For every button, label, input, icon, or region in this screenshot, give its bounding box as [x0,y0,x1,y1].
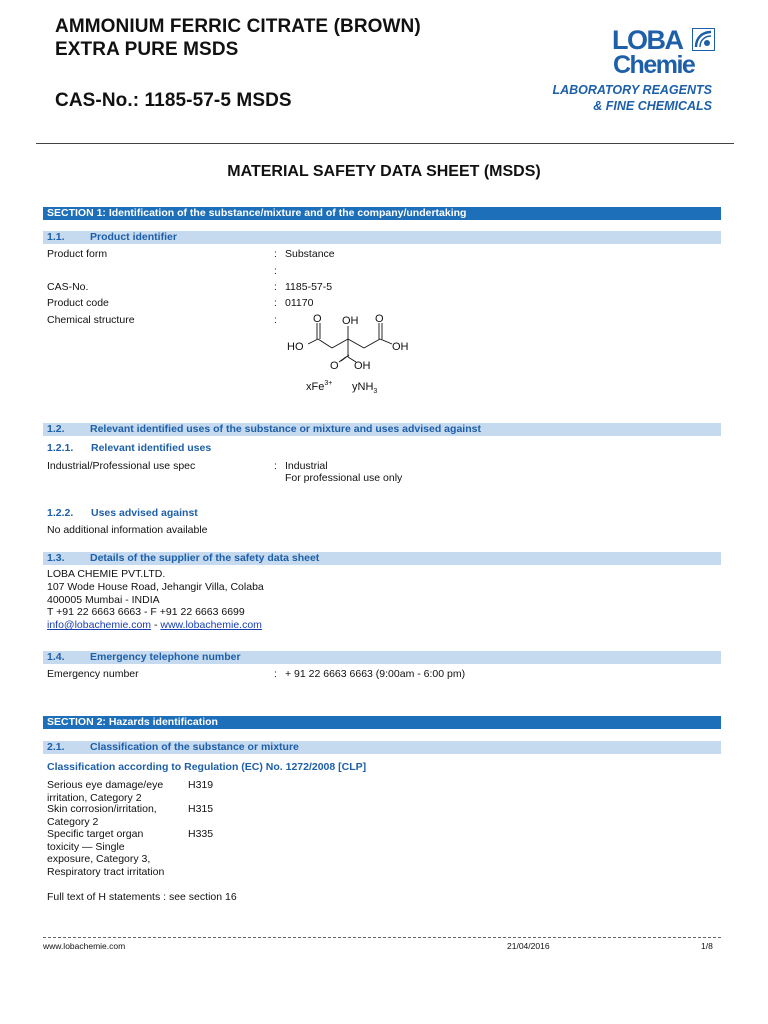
uses-advised-text: No additional information available [47,524,208,536]
footer-website: www.lobachemie.com [43,941,126,951]
chemical-structure [284,311,424,407]
atom-oh-bottom: OH [354,360,371,372]
field-label: Industrial/Professional use spec [47,460,196,472]
subsection-title: Details of the supplier of the safety data sheet [90,552,320,564]
subsection-1-1-header [43,231,721,244]
hazard-code: H335 [188,828,214,840]
colon: : [274,668,277,680]
loba-chemie-logo [612,26,716,82]
field-value: 1185-57-5 [285,281,333,293]
hazard-classification: Serious eye damage/eye irritation, Category 2 [47,779,164,804]
field-value: For professional use only [285,472,403,484]
logo-flask-icon [692,28,715,51]
colon: : [274,265,277,277]
subsection-2-1-header [43,741,721,754]
colon: : [274,297,277,309]
atom-o-right: O [375,313,384,325]
subsection-title: Uses advised against [91,507,198,519]
field-value: 01170 [285,297,314,309]
supplier-phone: T +91 22 6663 6663 - F +91 22 6663 6699 [47,606,245,618]
atom-oh-right: OH [392,341,409,353]
emergency-number-value: + 91 22 6663 6663 (9:00am - 6:00 pm) [285,668,466,680]
subsection-title: Relevant identified uses of the substance or mixture and uses advised against [90,423,481,435]
product-title-line1: AMMONIUM FERRIC CITRATE (BROWN) [55,16,421,37]
supplier-address-line2: 400005 Mumbai - INDIA [47,594,160,606]
subsection-number: 1.2. [47,423,65,435]
subsection-title: Emergency telephone number [90,651,241,663]
email-link[interactable]: info@lobachemie.com [47,619,152,631]
colon: : [274,281,277,293]
hazard-code: H315 [188,803,214,815]
field-label: Emergency number [47,668,139,680]
clp-classification-heading: Classification according to Regulation (EC) No. 1272/2008 [CLP] [47,761,367,773]
atom-o-bottom: O [330,360,339,372]
link-separator: - [151,619,161,631]
supplier-company: LOBA CHEMIE PVT.LTD. [47,568,166,580]
subsection-number: 1.3. [47,552,65,564]
supplier-address-line1: 107 Wode House Road, Jehangir Villa, Colaba [47,581,264,593]
atom-ho-left: HO [287,341,304,353]
field-label: CAS-No. [47,281,89,293]
supplier-contact-links [47,619,262,631]
atom-oh-top: OH [342,315,359,327]
product-title-line2: EXTRA PURE MSDS [55,39,239,60]
colon: : [274,460,277,472]
cas-title: CAS-No.: 1185-57-5 MSDS [55,90,292,111]
ammonia: yNH$_3$ [352,381,378,395]
hazard-classification: Specific target organ toxicity — Single exposure, Category 3, Respiratory tract irritation [47,828,165,878]
field-label: Product form [47,248,108,260]
atom-o-left: O [313,313,322,325]
field-label: Product code [47,297,109,309]
iron-ion: xFe$^{3+}$ [306,380,333,393]
logo-text-bottom: Chemie [613,51,695,79]
colon: : [274,248,277,260]
logo-text-top: LOBA [612,25,683,55]
footer-divider [43,937,721,938]
tagline-line1: LABORATORY REAGENTS [552,83,712,97]
subsection-1-3-header [43,552,721,565]
subsection-number: 1.2.2. [47,507,74,519]
subsection-title: Classification of the substance or mixture [90,741,299,753]
subsection-1-4-header [43,651,721,664]
footer-page-number: 1/8 [701,941,713,951]
subsection-title: Product identifier [90,231,177,243]
hazard-classification: Skin corrosion/irritation, Category 2 [47,803,157,828]
section1-header: SECTION 1: Identification of the substance/mixture and of the company/undertaking [43,207,721,220]
field-value: Substance [285,248,335,260]
subsection-number: 1.4. [47,651,65,663]
field-label: Chemical structure [47,314,135,326]
subsection-title: Relevant identified uses [91,442,212,454]
website-link[interactable]: www.lobachemie.com [160,619,262,631]
footer-date: 21/04/2016 [507,941,550,951]
hazard-code: H319 [188,779,214,791]
full-text-note: Full text of H statements : see section 16 [47,891,237,903]
field-value: Industrial [285,460,328,472]
tagline-line2: & FINE CHEMICALS [593,99,712,113]
colon: : [274,314,277,326]
section2-header: SECTION 2: Hazards identification [43,716,721,729]
document-title: MATERIAL SAFETY DATA SHEET (MSDS) [227,163,541,180]
subsection-number: 1.1. [47,231,65,243]
subsection-number: 2.1. [47,741,65,753]
header-divider [36,143,734,144]
subsection-number: 1.2.1. [47,442,74,454]
subsection-1-2-header [43,423,721,436]
